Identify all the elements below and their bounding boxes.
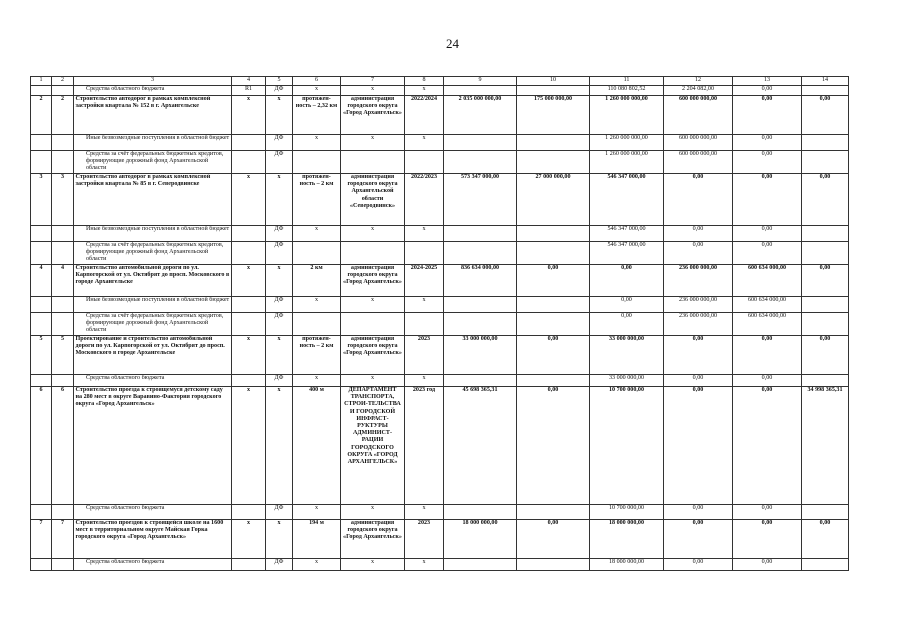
- table-cell: 546 347 000,00: [590, 242, 664, 265]
- table-cell: [517, 151, 590, 174]
- table-cell: 2023: [405, 336, 444, 375]
- table-cell: [802, 559, 849, 571]
- table-cell: 2 035 000 000,00: [444, 96, 517, 135]
- table-cell: [31, 505, 52, 520]
- table-cell: 1 260 000 000,00: [590, 96, 664, 135]
- table-cell: x: [293, 226, 341, 242]
- table-subrow: [31, 313, 849, 336]
- table-cell: x: [405, 86, 444, 96]
- table-cell: [444, 505, 517, 520]
- table-cell: x: [232, 520, 266, 559]
- table-cell: [444, 242, 517, 265]
- table-cell: x: [266, 520, 293, 559]
- table-cell: [232, 505, 266, 520]
- table-cell: [52, 559, 74, 571]
- table-cell: 0,00: [664, 520, 733, 559]
- table-cell: 6: [31, 387, 52, 505]
- table-cell: Строительство проездов к строящейся школе на 1600 мест в территориальном округе Майская Горка городского округа «Город Архангельск»: [74, 520, 232, 559]
- table-cell: 546 347 000,00: [590, 226, 664, 242]
- table-cell: 194 м: [293, 520, 341, 559]
- table-cell: Строительство автодорог в рамках комплексной застройки квартала № 85 в г. Северодвинске: [74, 174, 232, 226]
- table-cell: 18 000 000,00: [590, 520, 664, 559]
- table-cell: 10 700 000,00: [590, 387, 664, 505]
- table-cell: 0,00: [802, 96, 849, 135]
- table-cell: [52, 226, 74, 242]
- table-cell: x: [341, 226, 405, 242]
- table-cell: [444, 375, 517, 387]
- table-cell: [802, 226, 849, 242]
- table-cell: 600 000 000,00: [664, 96, 733, 135]
- table-cell: администрация городского округа Архангельской области «Северодвинск»: [341, 174, 405, 226]
- table-cell: [517, 86, 590, 96]
- table-cell: [517, 313, 590, 336]
- table-cell: [31, 559, 52, 571]
- table-cell: Средства областного бюджета: [74, 505, 232, 520]
- table-subrow: [31, 151, 849, 174]
- table-cell: [802, 242, 849, 265]
- table-cell: 2023 год: [405, 387, 444, 505]
- table-subrow: [31, 559, 849, 571]
- table-cell: 0,00: [517, 265, 590, 297]
- table-cell: 0,00: [664, 336, 733, 375]
- column-header: 8: [405, 77, 444, 86]
- table-cell: 0,00: [733, 387, 802, 505]
- table-cell: x: [293, 86, 341, 96]
- table-row: [31, 174, 849, 226]
- table-cell: x: [232, 96, 266, 135]
- table-cell: 0,00: [733, 336, 802, 375]
- table-cell: 33 000 000,00: [590, 375, 664, 387]
- table-cell: [52, 86, 74, 96]
- table-cell: Строительство автомобильной дороги по ул. Карпогорской от ул. Октябрят до просп. Московского в городе Архангельске: [74, 265, 232, 297]
- table-cell: [802, 151, 849, 174]
- table-cell: ДФ: [266, 226, 293, 242]
- table-cell: x: [232, 265, 266, 297]
- table-cell: администрация городского округа «Город Архангельск»: [341, 96, 405, 135]
- table-cell: 0,00: [664, 174, 733, 226]
- table-cell: [802, 86, 849, 96]
- table-cell: ДФ: [266, 375, 293, 387]
- table-cell: x: [266, 174, 293, 226]
- table-cell: 1 260 000 000,00: [590, 151, 664, 174]
- table-row: [31, 520, 849, 559]
- table-cell: [341, 313, 405, 336]
- column-header: 7: [341, 77, 405, 86]
- table-cell: x: [293, 297, 341, 313]
- table-cell: 0,00: [664, 505, 733, 520]
- table-cell: ДФ: [266, 86, 293, 96]
- table-cell: Средства областного бюджета: [74, 375, 232, 387]
- table-cell: 0,00: [733, 242, 802, 265]
- table-row: [31, 387, 849, 505]
- table-cell: 573 347 000,00: [444, 174, 517, 226]
- table-subrow: [31, 375, 849, 387]
- table-cell: x: [293, 135, 341, 151]
- table-cell: x: [405, 297, 444, 313]
- table-cell: администрация городского округа «Город Архангельск»: [341, 520, 405, 559]
- table-cell: [52, 313, 74, 336]
- table-cell: [802, 313, 849, 336]
- table-cell: 1 260 000 000,00: [590, 135, 664, 151]
- column-header: 2: [52, 77, 74, 86]
- table-cell: 3: [31, 174, 52, 226]
- table-cell: [232, 297, 266, 313]
- table-cell: [52, 151, 74, 174]
- table-cell: x: [341, 375, 405, 387]
- table-cell: [444, 559, 517, 571]
- table-cell: 0,00: [733, 559, 802, 571]
- table-cell: 33 000 000,00: [590, 336, 664, 375]
- table-cell: x: [266, 265, 293, 297]
- table-cell: 0,00: [664, 387, 733, 505]
- table-subrow: [31, 226, 849, 242]
- table-cell: [802, 505, 849, 520]
- table-cell: 400 м: [293, 387, 341, 505]
- table-cell: x: [341, 297, 405, 313]
- table-cell: [444, 226, 517, 242]
- table-cell: 236 000 000,00: [664, 313, 733, 336]
- table-cell: [802, 297, 849, 313]
- table-cell: x: [405, 135, 444, 151]
- table-cell: x: [341, 505, 405, 520]
- table-cell: [517, 242, 590, 265]
- table-cell: x: [293, 559, 341, 571]
- table-cell: 0,00: [664, 559, 733, 571]
- table-cell: 0,00: [802, 174, 849, 226]
- column-header: 11: [590, 77, 664, 86]
- table-cell: 0,00: [517, 387, 590, 505]
- table-cell: [802, 375, 849, 387]
- table-cell: 836 634 000,00: [444, 265, 517, 297]
- table-cell: [444, 135, 517, 151]
- table-cell: 600 634 000,00: [733, 265, 802, 297]
- table-cell: [444, 313, 517, 336]
- table-cell: x: [405, 559, 444, 571]
- column-header: 6: [293, 77, 341, 86]
- table-cell: администрация городского округа «Город Архангельск»: [341, 265, 405, 297]
- table-cell: [517, 297, 590, 313]
- table-cell: [31, 86, 52, 96]
- table-cell: 0,00: [664, 242, 733, 265]
- table-cell: x: [405, 375, 444, 387]
- table-cell: Средства областного бюджета: [74, 559, 232, 571]
- table-cell: 0,00: [733, 520, 802, 559]
- table-cell: ДФ: [266, 135, 293, 151]
- table-cell: 27 000 000,00: [517, 174, 590, 226]
- column-header: 12: [664, 77, 733, 86]
- table-header-row: [31, 77, 849, 86]
- table-cell: x: [232, 336, 266, 375]
- table-cell: [31, 297, 52, 313]
- table-cell: R1: [232, 86, 266, 96]
- table-subrow: [31, 86, 849, 96]
- column-header: 9: [444, 77, 517, 86]
- table-cell: 2: [52, 96, 74, 135]
- table-cell: x: [266, 336, 293, 375]
- table-cell: x: [266, 387, 293, 505]
- table-cell: 7: [52, 520, 74, 559]
- table-cell: 4: [52, 265, 74, 297]
- table-cell: [517, 559, 590, 571]
- table-cell: Средства за счёт федеральных бюджетных кредитов, формирующие дорожный фонд Архангельской области: [74, 151, 232, 174]
- table-subrow: [31, 297, 849, 313]
- table-cell: 2024-2025: [405, 265, 444, 297]
- table-cell: [31, 135, 52, 151]
- table-cell: [293, 242, 341, 265]
- table-cell: [405, 242, 444, 265]
- table-cell: x: [232, 174, 266, 226]
- table-cell: 0,00: [733, 96, 802, 135]
- table-cell: 0,00: [802, 265, 849, 297]
- table-cell: 2022/2023: [405, 174, 444, 226]
- table-cell: 0,00: [590, 297, 664, 313]
- table-cell: 0,00: [733, 375, 802, 387]
- table-cell: [232, 242, 266, 265]
- table-cell: [517, 135, 590, 151]
- table-cell: 0,00: [733, 135, 802, 151]
- table-cell: [232, 559, 266, 571]
- table-cell: протяжен-ность – 2 км: [293, 336, 341, 375]
- table-cell: 600 000 000,00: [664, 151, 733, 174]
- table-cell: 0,00: [664, 226, 733, 242]
- table-cell: 0,00: [733, 505, 802, 520]
- table-cell: 0,00: [590, 313, 664, 336]
- table-cell: [31, 313, 52, 336]
- column-header: 3: [74, 77, 232, 86]
- table-cell: [517, 375, 590, 387]
- table-cell: [232, 135, 266, 151]
- table-cell: 0,00: [517, 336, 590, 375]
- table-cell: ДФ: [266, 151, 293, 174]
- table-cell: 600 000 000,00: [664, 135, 733, 151]
- table-cell: [52, 135, 74, 151]
- table-cell: 0,00: [664, 375, 733, 387]
- table-cell: x: [341, 559, 405, 571]
- table-cell: 600 634 000,00: [733, 297, 802, 313]
- table-cell: x: [266, 96, 293, 135]
- table-cell: Проектирование и строительство автомобильной дороги по ул. Карпогорской от ул. Октябрят до просп. Московского в городе Архангельске: [74, 336, 232, 375]
- table-cell: [31, 151, 52, 174]
- table-cell: 0,00: [802, 520, 849, 559]
- table-cell: x: [232, 387, 266, 505]
- table-cell: 10 700 000,00: [590, 505, 664, 520]
- table-cell: [444, 86, 517, 96]
- table-cell: 175 000 000,00: [517, 96, 590, 135]
- table-cell: x: [293, 375, 341, 387]
- table-cell: 4: [31, 265, 52, 297]
- table-cell: [341, 151, 405, 174]
- table-cell: 0,00: [733, 174, 802, 226]
- table-cell: Строительство проезда к строящемуся детскому саду на 280 мест в округе Варавино-Фактория городского округа «Город Архангельск»: [74, 387, 232, 505]
- table-row: [31, 336, 849, 375]
- table-cell: 5: [52, 336, 74, 375]
- table-cell: 7: [31, 520, 52, 559]
- budget-table: [30, 76, 849, 571]
- column-header: 10: [517, 77, 590, 86]
- table-cell: Иные безвозмездные поступления в областной бюджет: [74, 297, 232, 313]
- table-cell: 2 км: [293, 265, 341, 297]
- table-subrow: [31, 135, 849, 151]
- table-cell: администрация городского округа «Город Архангельск»: [341, 336, 405, 375]
- table-cell: [517, 226, 590, 242]
- table-row: [31, 96, 849, 135]
- table-cell: Иные безвозмездные поступления в областной бюджет: [74, 226, 232, 242]
- table-cell: [52, 375, 74, 387]
- page-number: 24: [446, 36, 459, 51]
- table-cell: 2023: [405, 520, 444, 559]
- table-cell: 110 080 802,52: [590, 86, 664, 96]
- table-cell: 2022/2024: [405, 96, 444, 135]
- table-cell: Средства областного бюджета: [74, 86, 232, 96]
- table-cell: [232, 375, 266, 387]
- table-cell: [444, 297, 517, 313]
- table-cell: 0,00: [733, 151, 802, 174]
- table-cell: [293, 151, 341, 174]
- table-cell: 236 000 000,00: [664, 265, 733, 297]
- table-cell: 5: [31, 336, 52, 375]
- table-cell: Средства за счёт федеральных бюджетных кредитов, формирующие дорожный фонд Архангельской области: [74, 313, 232, 336]
- table-cell: 6: [52, 387, 74, 505]
- table-cell: x: [405, 505, 444, 520]
- table-cell: [232, 226, 266, 242]
- table-cell: [341, 242, 405, 265]
- table-cell: 34 998 365,31: [802, 387, 849, 505]
- table-cell: [52, 297, 74, 313]
- table-cell: [52, 505, 74, 520]
- table-cell: Иные безвозмездные поступления в областной бюджет: [74, 135, 232, 151]
- table-cell: 0,00: [517, 520, 590, 559]
- column-header: 14: [802, 77, 849, 86]
- column-header: 1: [31, 77, 52, 86]
- table-cell: 45 698 365,31: [444, 387, 517, 505]
- table-cell: Строительство автодорог в рамках комплексной застройки квартала № 152 в г. Архангельске: [74, 96, 232, 135]
- table-cell: x: [405, 226, 444, 242]
- table-cell: [293, 313, 341, 336]
- table-cell: x: [341, 86, 405, 96]
- table-cell: 0,00: [590, 265, 664, 297]
- table-cell: ДФ: [266, 313, 293, 336]
- table-cell: 2 204 082,00: [664, 86, 733, 96]
- table-cell: Средства за счёт федеральных бюджетных кредитов, формирующие дорожный фонд Архангельской области: [74, 242, 232, 265]
- table-cell: 600 634 000,00: [733, 313, 802, 336]
- table-cell: [405, 151, 444, 174]
- table-cell: [31, 375, 52, 387]
- table-cell: ДФ: [266, 505, 293, 520]
- table-cell: x: [293, 505, 341, 520]
- table-cell: ДФ: [266, 559, 293, 571]
- table-row: [31, 265, 849, 297]
- table-cell: 0,00: [733, 86, 802, 96]
- table-cell: [802, 135, 849, 151]
- table-cell: [517, 505, 590, 520]
- table-cell: [405, 313, 444, 336]
- table-cell: 3: [52, 174, 74, 226]
- table-cell: 18 000 000,00: [590, 559, 664, 571]
- table-cell: протяжен-ность – 2 км: [293, 174, 341, 226]
- table-cell: ДФ: [266, 297, 293, 313]
- table-cell: протяжен-ность – 2,32 км: [293, 96, 341, 135]
- column-header: 4: [232, 77, 266, 86]
- table-cell: [31, 226, 52, 242]
- table-subrow: [31, 505, 849, 520]
- table-cell: ДЕПАРТАМЕНТ ТРАНСПОРТА, СТРОИ-ТЕЛЬСТВА И ГОРОДСКОЙ ИНФРАСТ-РУКТУРЫ АДМИНИСТ-РАЦИИ ГОРОДСКОГО ОКРУГА «ГОРОД АРХАНГЕЛЬСК»: [341, 387, 405, 505]
- table-subrow: [31, 242, 849, 265]
- table-cell: 18 000 000,00: [444, 520, 517, 559]
- column-header: 5: [266, 77, 293, 86]
- table-cell: [232, 313, 266, 336]
- table-cell: 0,00: [802, 336, 849, 375]
- table-cell: 236 000 000,00: [664, 297, 733, 313]
- table-cell: [444, 151, 517, 174]
- table-cell: 2: [31, 96, 52, 135]
- column-header: 13: [733, 77, 802, 86]
- table-cell: ДФ: [266, 242, 293, 265]
- table-cell: x: [341, 135, 405, 151]
- table-cell: 0,00: [733, 226, 802, 242]
- table-cell: 546 347 000,00: [590, 174, 664, 226]
- table-cell: [52, 242, 74, 265]
- table-cell: [232, 151, 266, 174]
- table-cell: [31, 242, 52, 265]
- table-cell: 33 000 000,00: [444, 336, 517, 375]
